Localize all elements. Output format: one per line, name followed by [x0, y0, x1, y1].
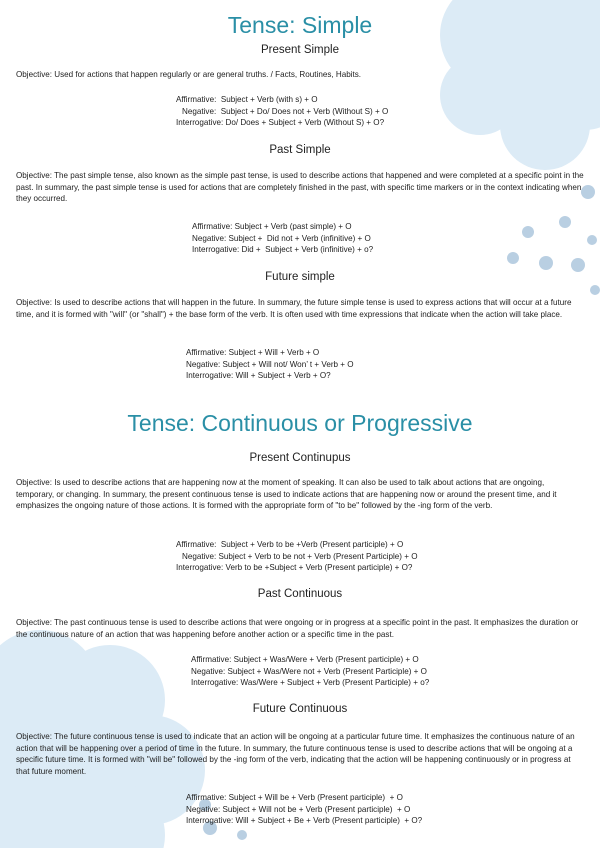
forms-past-continuous: [191, 654, 429, 689]
negative-past-continuous: Negative: Subject + Was/Were not + Verb (Present Participle) + O: [191, 666, 427, 676]
heading-past-simple: Past Simple: [269, 144, 331, 156]
forms-future-continuous: [186, 792, 422, 827]
objective-past-continuous: Objective: The past continuous tense is used to describe actions that were ongoing or in progress at a specific point in the past. It emphasizes the duration or the continuous nature of an action that was happening before another action or a specific time in the past.: [16, 618, 579, 639]
affirmative-present-continuous: Affirmative: Subject + Verb to be +Verb (Present participle) + O: [176, 540, 404, 549]
negative-future-simple: Negative: Subject + Will not/ Won’ t + Verb + O: [186, 359, 354, 369]
negative-present-continuous: Negative: Subject + Verb to be not + Verb (Present Participle) + O: [182, 551, 418, 561]
title-simple: Tense: Simple: [227, 12, 373, 38]
affirmative-present-simple: Affirmative: Subject + Verb (with s) + O: [176, 95, 318, 104]
affirmative-past-simple: Affirmative: Subject + Verb (past simple) + O: [192, 222, 352, 231]
title-continuous: Tense: Continuous or Progressive: [127, 410, 473, 436]
heading-present-simple: Present Simple: [261, 44, 339, 56]
forms-present-simple: [176, 94, 388, 129]
objective-present-simple: Objective: Used for actions that happen regularly or are general truths. / Facts, Routines, Habits.: [16, 70, 362, 79]
negative-past-simple: Negative: Subject + Did not + Verb (infinitive) + O: [192, 233, 371, 243]
negative-present-simple: Negative: Subject + Do/ Does not + Verb (Without S) + O: [182, 106, 389, 116]
forms-present-continuous: [176, 539, 418, 574]
heading-present-continuous: Present Continupus: [249, 452, 351, 464]
heading-past-continuous: Past Continuous: [257, 588, 343, 600]
objective-present-continuous: Objective: Is used to describe actions that are happening now at the moment of speaking. It can also be used to talk about actions that are ongoing, temporary, or changing. In summary, the present continuous tense is used to indicate actions that are happening now or around the present time, and it emphasizes the ongoing nature of those actions. It is formed with the appropriate form of "to be" followed by the -ing form of the verb.: [16, 478, 557, 510]
interrogative-past-continuous: Interrogative: Was/Were + Subject + Verb (Present Participle) + o?: [191, 678, 430, 687]
negative-future-continuous: Negative: Subject + Will not be + Verb (Present participle) + O: [186, 804, 411, 814]
objective-future-continuous: Objective: The future continuous tense is used to indicate that an action will be ongoing at a particular future time. It emphasizes the continuous nature of an action that will be happening over a period of time in the future. In summary, the future continuous tense is used to describe actions that will be ongoing at a specific future time. It is formed with "will be" followed by the -ing form of the verb, indicating that the action will be happening continuously or in progress at that future moment.: [16, 732, 575, 776]
affirmative-past-continuous: Affirmative: Subject + Was/Were + Verb (Present participle) + O: [191, 655, 419, 664]
interrogative-future-continuous: Interrogative: Will + Subject + Be + Verb (Present participle) + O?: [186, 816, 423, 825]
affirmative-future-simple: Affirmative: Subject + Will + Verb + O: [186, 348, 320, 357]
interrogative-present-simple: Interrogative: Do/ Does + Subject + Verb (Without S) + O?: [176, 118, 385, 127]
forms-future-simple: [186, 347, 354, 382]
interrogative-past-simple: Interrogative: Did + Subject + Verb (infinitive) + o?: [192, 245, 374, 254]
heading-future-simple: Future simple: [265, 271, 335, 283]
interrogative-present-continuous: Interrogative: Verb to be +Subject + Verb (Present participle) + O?: [176, 563, 413, 572]
heading-future-continuous: Future Continuous: [252, 703, 348, 715]
affirmative-future-continuous: Affirmative: Subject + Will be + Verb (Present participle) + O: [186, 793, 403, 802]
forms-past-simple: [192, 221, 373, 256]
interrogative-future-simple: Interrogative: Will + Subject + Verb + O?: [186, 371, 331, 380]
objective-future-simple: Objective: Is used to describe actions that will happen in the future. In summary, the future simple tense is used to express actions that will occur at a future time, and it is formed with "will" (or "shall") + the base form of the verb. It is often used with time expressions that indicate when the action will take place.: [16, 298, 572, 319]
objective-past-simple: Objective: The past simple tense, also known as the simple past tense, is used to describe actions that happened and were completed at a specific point in the past. In summary, the past simple tense is used for actions that are completely finished in the past, with specific time markers or in the context indicating when they occurred.: [16, 171, 584, 203]
